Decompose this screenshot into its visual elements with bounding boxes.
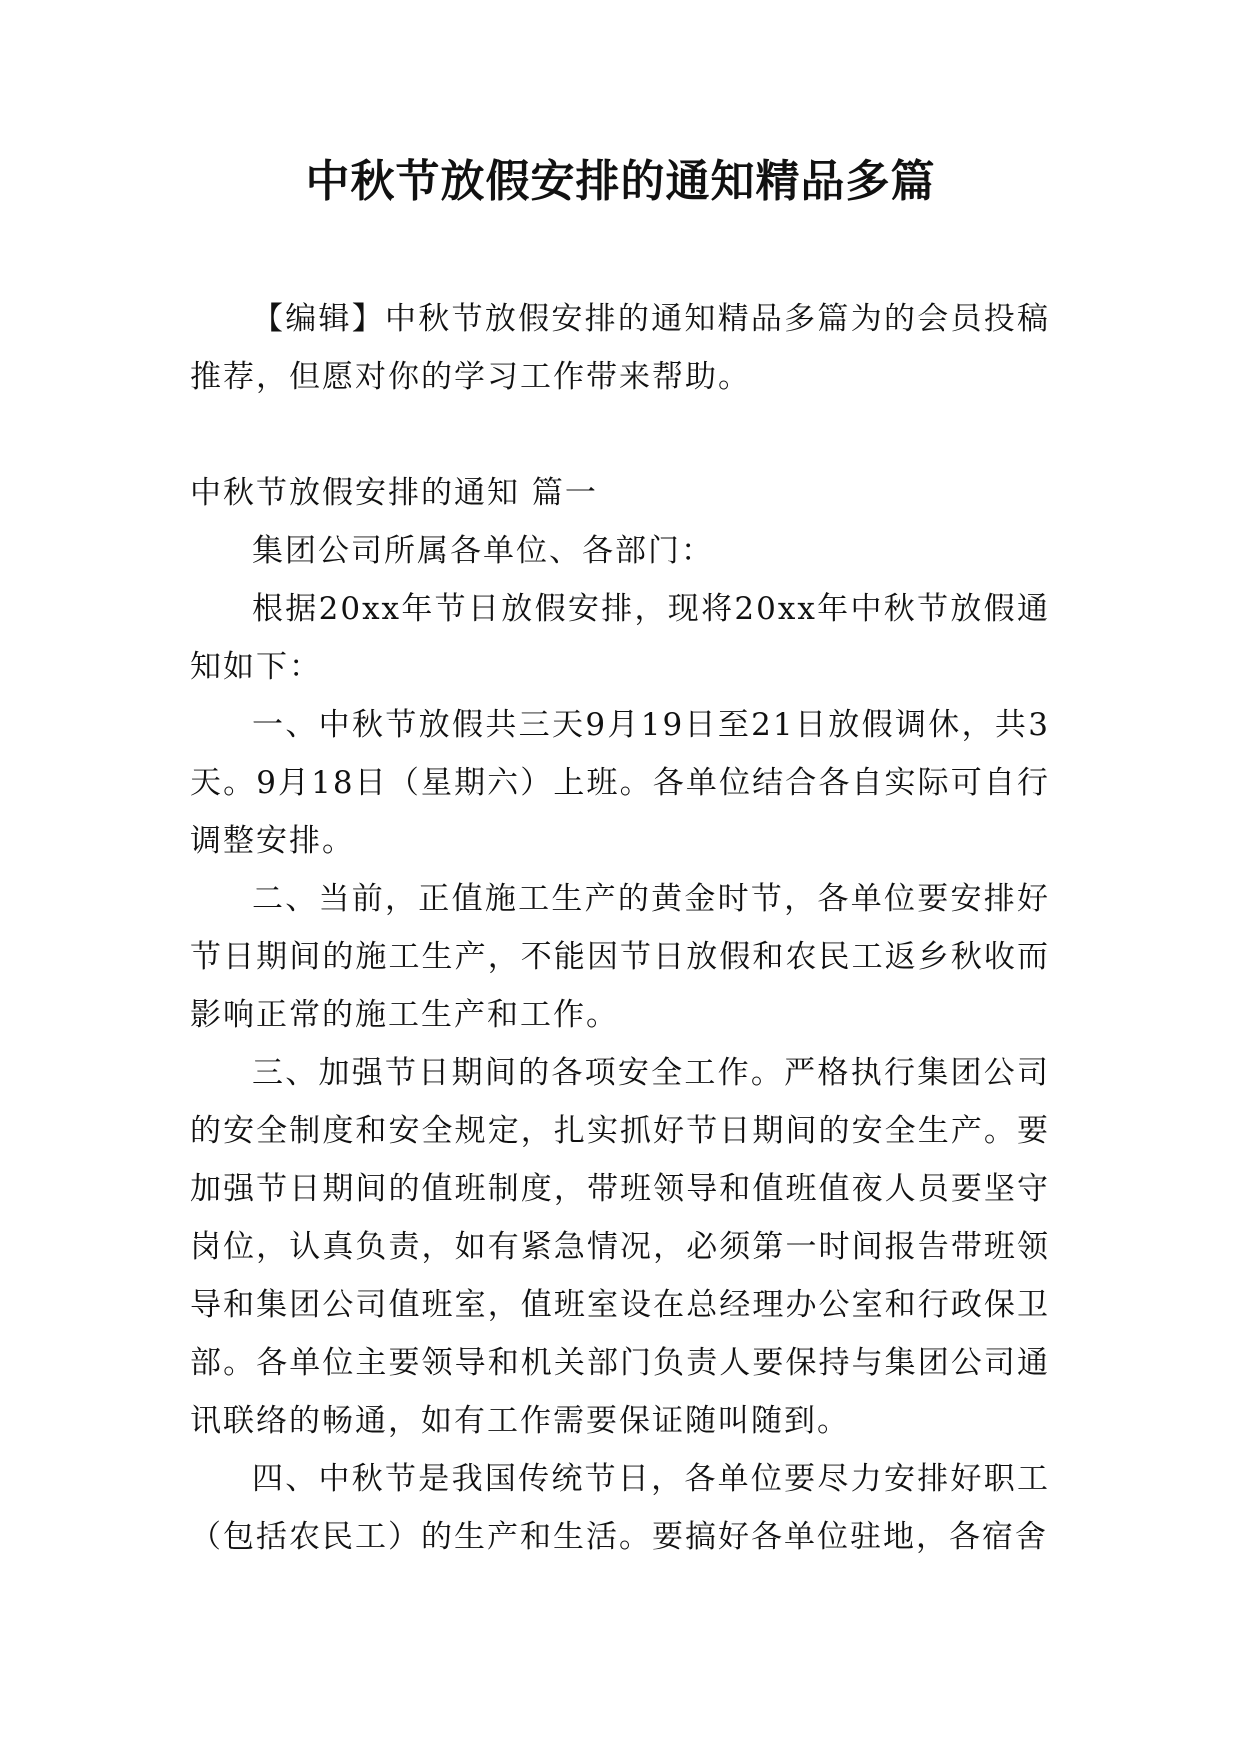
- paragraph-item-2: 二、当前，正值施工生产的黄金时节，各单位要安排好节日期间的施工生产，不能因节日放假和农民工返乡秋收而影响正常的施工生产和工作。: [190, 881, 1050, 1033]
- paragraph-item-4: 四、中秋节是我国传统节日，各单位要尽力安排好职工（包括农民工）的生产和生活。要搞好各单位驻地，各宿舍: [190, 1461, 1050, 1555]
- document-body: [190, 290, 1050, 1566]
- paragraph-preamble: 根据20xx年节日放假安排，现将20xx年中秋节放假通知如下：: [190, 591, 1050, 685]
- intro-paragraph: 【编辑】中秋节放假安排的通知精品多篇为的会员投稿推荐，但愿对你的学习工作带来帮助。: [190, 301, 1050, 395]
- paragraph-item-3: 三、加强节日期间的各项安全工作。严格执行集团公司的安全制度和安全规定，扎实抓好节日期间的安全生产。要加强节日期间的值班制度，带班领导和值班值夜人员要坚守岗位，认真负责，如有紧急情况，必须第一时间报告带班领导和集团公司值班室，值班室设在总经理办公室和行政保卫部。各单位主要领导和机关部门负责人要保持与集团公司通讯联络的畅通，如有工作需要保证随叫随到。: [190, 1055, 1050, 1439]
- paragraph-addressee: 集团公司所属各单位、各部门：: [252, 533, 714, 569]
- paragraph-item-1: 一、中秋节放假共三天9月19日至21日放假调休，共3天。9月18日（星期六）上班。各单位结合各自实际可自行调整安排。: [190, 707, 1050, 859]
- document-title: 中秋节放假安排的通知精品多篇: [305, 156, 936, 207]
- section-heading: 中秋节放假安排的通知 篇一: [190, 475, 598, 511]
